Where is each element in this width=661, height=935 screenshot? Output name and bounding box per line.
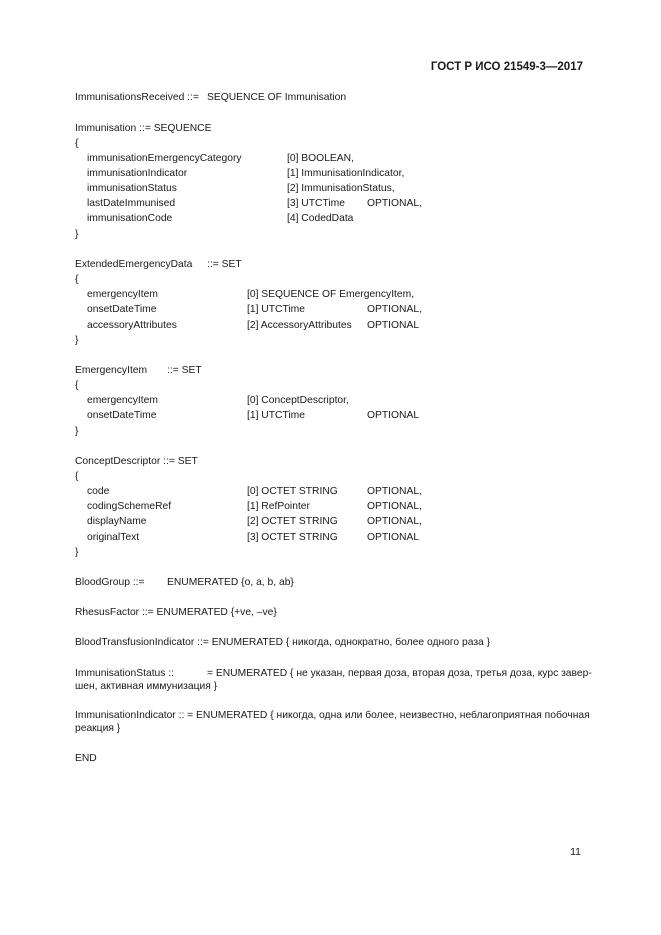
immunisation-status-continuation: шен, активная иммунизация } xyxy=(75,681,218,692)
field-type: [1] UTCTime xyxy=(247,304,305,315)
field-optional: OPTIONAL, xyxy=(367,198,422,209)
field-type: [3] OCTET STRING xyxy=(247,532,338,543)
extended-emergency-data-name: ExtendedEmergencyData xyxy=(75,259,193,270)
emergency-item-name: EmergencyItem xyxy=(75,365,148,376)
field-name: emergencyItem xyxy=(87,289,158,300)
field-optional: OPTIONAL, xyxy=(367,486,422,497)
field-name: originalText xyxy=(87,532,140,543)
field-type: [0] BOOLEAN, xyxy=(287,153,354,164)
immunisation-status-name: ImmunisationStatus :: xyxy=(75,668,175,679)
field-name: onsetDateTime xyxy=(87,304,157,315)
field-type: [2] AccessoryAttributes xyxy=(247,320,352,331)
field-optional: OPTIONAL xyxy=(367,410,420,421)
blood-group-type: ENUMERATED {o, a, b, ab} xyxy=(167,577,294,588)
open-brace: { xyxy=(75,138,79,149)
blood-transfusion-indicator: BloodTransfusionIndicator ::= ENUMERATED { никогда, однократно, более одного раза } xyxy=(75,637,491,648)
close-brace: } xyxy=(75,335,79,346)
emergency-item-assign: ::= SET xyxy=(167,365,202,376)
field-name: code xyxy=(87,486,110,497)
field-name: immunisationEmergencyCategory xyxy=(87,153,242,164)
close-brace: } xyxy=(75,547,79,558)
rhesus-factor: RhesusFactor ::= ENUMERATED {+ve, –ve} xyxy=(75,607,277,618)
field-type: [1] ImmunisationIndicator, xyxy=(287,168,405,179)
concept-descriptor-header: ConceptDescriptor ::= SET xyxy=(75,456,198,467)
field-name: immunisationCode xyxy=(87,213,173,224)
immunisation-header: Immunisation ::= SEQUENCE xyxy=(75,123,212,134)
immunisation-status-type: = ENUMERATED { не указан, первая доза, вторая доза, третья доза, курс завер- xyxy=(207,668,592,679)
field-type: [0] ConceptDescriptor, xyxy=(247,395,349,406)
field-name: immunisationIndicator xyxy=(87,168,188,179)
field-name: emergencyItem xyxy=(87,395,158,406)
field-type: [2] OCTET STRING xyxy=(247,516,338,527)
field-name: immunisationStatus xyxy=(87,183,177,194)
end-keyword: END xyxy=(75,753,97,764)
close-brace: } xyxy=(75,229,79,240)
field-name: accessoryAttributes xyxy=(87,320,177,331)
field-name: lastDateImmunised xyxy=(87,198,176,209)
immunisation-indicator-continuation: реакция } xyxy=(75,723,121,734)
extended-emergency-data-assign: ::= SET xyxy=(207,259,242,270)
field-type: [0] SEQUENCE OF EmergencyItem, xyxy=(247,289,415,300)
open-brace: { xyxy=(75,380,79,391)
field-name: displayName xyxy=(87,516,147,527)
field-optional: OPTIONAL, xyxy=(367,304,422,315)
close-brace: } xyxy=(75,426,79,437)
open-brace: { xyxy=(75,274,79,285)
field-name: onsetDateTime xyxy=(87,410,157,421)
field-type: [1] RefPointer xyxy=(247,501,310,512)
blood-group-name: BloodGroup ::= xyxy=(75,577,145,588)
immunisations-received-name: ImmunisationsReceived ::= xyxy=(75,92,199,103)
field-type: [0] OCTET STRING xyxy=(247,486,338,497)
page-number: 11 xyxy=(570,846,581,858)
field-name: codingSchemeRef xyxy=(87,501,172,512)
open-brace: { xyxy=(75,471,79,482)
field-optional: OPTIONAL xyxy=(367,320,420,331)
field-type: [4] CodedData xyxy=(287,213,354,224)
field-optional: OPTIONAL, xyxy=(367,516,422,527)
immunisations-received-type: SEQUENCE OF Immunisation xyxy=(207,92,347,103)
field-type: [3] UTCTime xyxy=(287,198,345,209)
field-type: [1] UTCTime xyxy=(247,410,305,421)
field-type: [2] ImmunisationStatus, xyxy=(287,183,395,194)
field-optional: OPTIONAL, xyxy=(367,501,422,512)
immunisation-indicator-definition: ImmunisationIndicator :: = ENUMERATED { никогда, одна или более, неизвестно, неблагоприятная побочная xyxy=(75,710,590,721)
field-optional: OPTIONAL xyxy=(367,532,420,543)
document-header: ГОСТ Р ИСО 21549-3—2017 xyxy=(430,61,583,73)
